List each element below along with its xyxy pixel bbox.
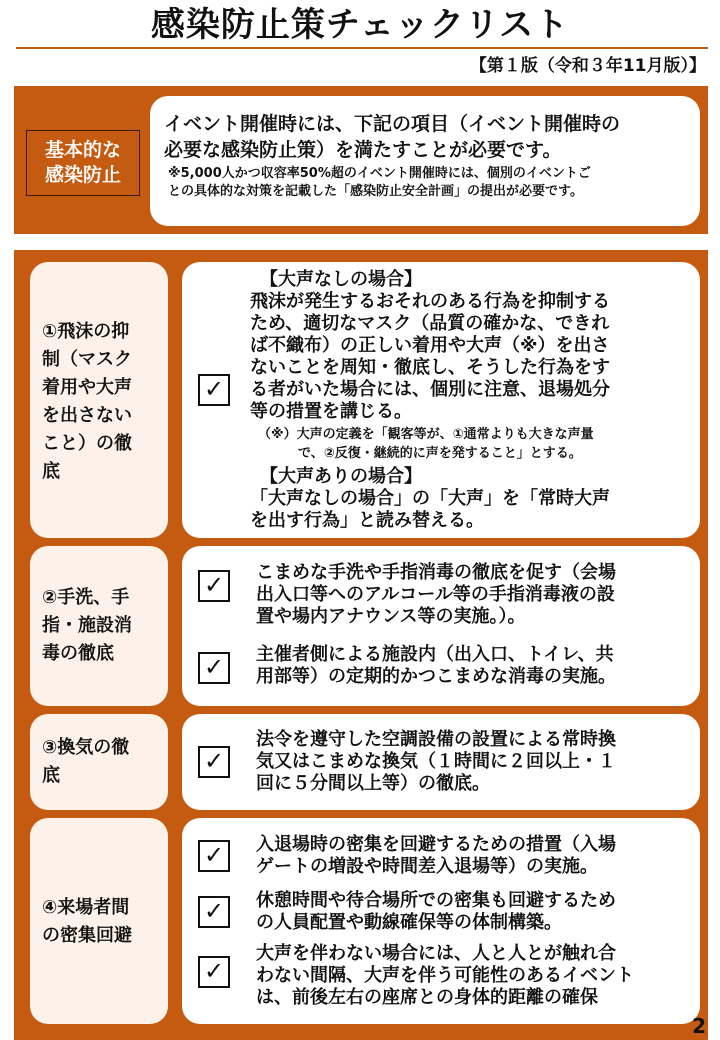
- text-line: 休憩時間や待合場所での密集も回避するため: [256, 890, 616, 911]
- checkbox-disinfection[interactable]: ✓: [198, 652, 230, 684]
- checkbox-ventilation[interactable]: ✓: [198, 746, 230, 778]
- item-disinfection: [256, 644, 696, 688]
- basic-main-line: 必要な感染防止策）を満たすことが必要です。: [164, 139, 562, 161]
- text-line: 回に５分間以上等）の徹底。: [256, 773, 490, 794]
- text-line: 気又はこまめな換気（１時間に２回以上・１: [256, 751, 616, 772]
- category-line: ③換気の徹: [42, 737, 130, 758]
- item-entry-exit: [256, 834, 696, 878]
- page-number: 2: [692, 1014, 706, 1038]
- page-title: 感染防止策チェックリスト: [150, 5, 570, 45]
- category-line: 着用や大声: [42, 377, 132, 398]
- text-line: ゲートの増設や時間差入退場等）の実施。: [256, 856, 598, 877]
- category-label-ventilation: [42, 734, 162, 790]
- shout-definition-note: [258, 425, 698, 463]
- category-line: こと）の徹: [42, 433, 132, 454]
- text-line: 置や場内アナウンス等の実施。）。: [256, 606, 526, 627]
- text-line: の人員配置や動線確保等の体制構築。: [256, 912, 562, 933]
- checkbox-droplet[interactable]: ✓: [198, 374, 230, 406]
- no-shout-heading: 【大声なしの場合】: [260, 269, 422, 290]
- text-line: 入退場時の密集を回避するための措置（入場: [256, 834, 616, 855]
- text-line: 「大声なしの場合」の「大声」を「常時大声: [250, 488, 610, 509]
- category-line: 毒の徹底: [42, 643, 114, 664]
- category-line: の密集回避: [42, 925, 132, 946]
- text-line: 主催者側による施設内（出入口、トイレ、共: [256, 644, 614, 665]
- basic-main-line: イベント開催時には、下記の項目（イベント開催時の: [164, 113, 621, 135]
- basic-label-line: 感染防止: [44, 164, 121, 186]
- basic-note-line: との具体的な対策を記載した「感染防止安全計画」の提出が必要です。: [168, 184, 583, 199]
- category-line: 指・施設消: [42, 615, 132, 636]
- text-line: 大声を伴わない場合には、人と人とが触れ合: [256, 943, 616, 964]
- category-label-droplet: [42, 318, 162, 486]
- checkbox-entry-exit[interactable]: ✓: [198, 840, 230, 872]
- shout-heading: 【大声ありの場合】: [260, 466, 422, 487]
- basic-main-text: [164, 111, 698, 163]
- text-line: 飛沫が発生するおそれのある行為を抑制する: [250, 291, 610, 312]
- text-line: 用部等）の定期的かつこまめな消毒の実施。: [256, 666, 616, 687]
- title-divider: [16, 47, 708, 49]
- category-line: 底: [42, 461, 60, 482]
- basic-note-line: ※5,000人かつ収容率50%超のイベント開催時には、個別のイベントご: [168, 166, 591, 181]
- text-line: る者がいた場合には、個別に注意、退場処分: [250, 379, 610, 400]
- category-line: 制（マスク: [42, 349, 132, 370]
- basic-note: [168, 165, 694, 201]
- text-line: ば不織布）の正しい着用や大声（※）を出さ: [250, 335, 610, 356]
- item-break-crowding: [256, 890, 696, 934]
- no-shout-text: [250, 291, 690, 423]
- category-label-hygiene: [42, 584, 162, 668]
- basic-label: [26, 130, 140, 196]
- category-line: ①飛沫の抑: [42, 321, 130, 342]
- text-line: を出す行為」と読み替える。: [250, 510, 484, 531]
- category-line: を出さない: [42, 405, 132, 426]
- text-line: わない間隔、大声を伴う可能性のあるイベント: [256, 965, 634, 986]
- text-line: は、前後左右の座席との身体的距離の確保: [256, 987, 598, 1008]
- checkbox-hand-hygiene[interactable]: ✓: [198, 570, 230, 602]
- shout-text: [250, 488, 690, 532]
- category-line: 底: [42, 765, 60, 786]
- note-line: （※）大声の定義を「観客等が、①通常よりも大きな声量: [258, 427, 594, 442]
- category-label-crowd: [42, 894, 162, 950]
- text-line: こまめな手洗や手指消毒の徹底を促す（会場: [256, 562, 616, 583]
- text-line: 法令を遵守した空調設備の設置による常時換: [256, 729, 616, 750]
- basic-label-line: 基本的な: [44, 139, 121, 161]
- text-line: ないことを周知・徹底し、そうした行為をす: [250, 357, 610, 378]
- note-line: で、②反復・継続的に声を発すること」とする。: [298, 446, 582, 461]
- category-line: ②手洗、手: [42, 587, 130, 608]
- checkbox-break-crowding[interactable]: ✓: [198, 896, 230, 928]
- text-line: 出入口等へのアルコール等の手指消毒液の設: [256, 584, 615, 605]
- category-line: ④来場者間: [42, 897, 130, 918]
- checkbox-distance[interactable]: ✓: [198, 956, 230, 988]
- item-distance: [256, 943, 696, 1009]
- text-line: ため、適切なマスク（品質の確かな、できれ: [250, 313, 610, 334]
- item-hand-hygiene: [256, 562, 696, 628]
- text-line: 等の措置を講じる。: [250, 401, 412, 422]
- edition-label: 【第１版（令和３年11月版）】: [469, 56, 706, 76]
- item-ventilation: [256, 729, 696, 795]
